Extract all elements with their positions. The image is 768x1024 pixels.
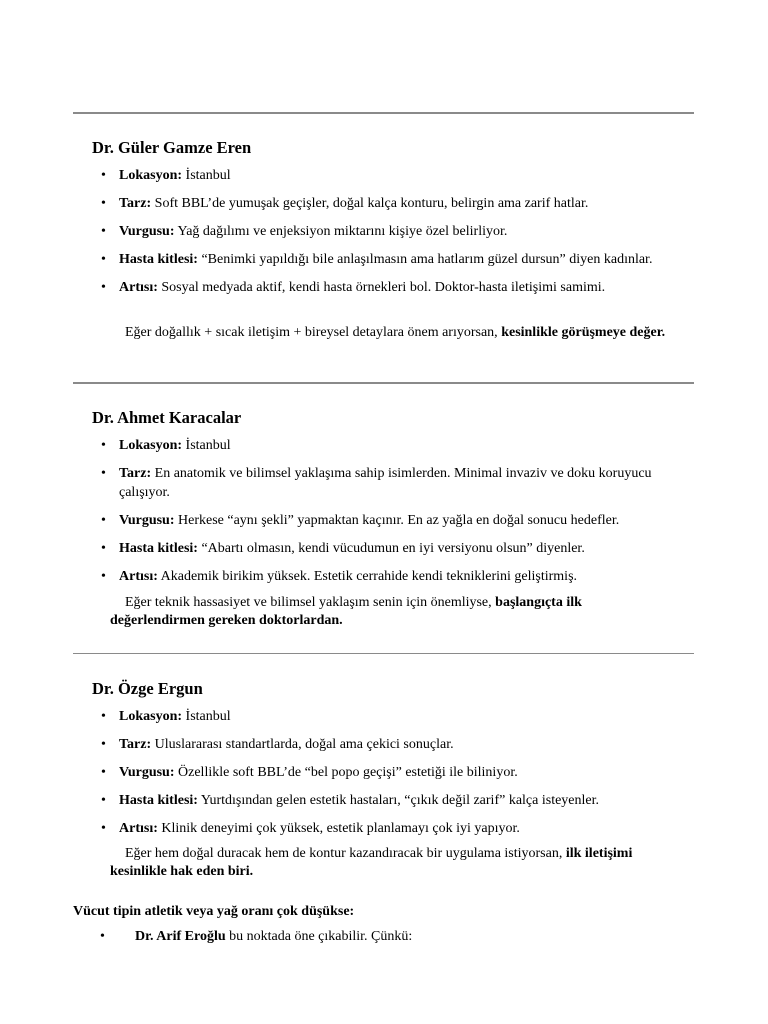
detail-text: “Abartı olmasın, kendi vücudumun en iyi versiyonu olsun” diyenler. bbox=[197, 541, 585, 556]
detail-label: Artısı: bbox=[119, 280, 158, 295]
bullet-icon: • bbox=[101, 252, 106, 267]
detail-label: Hasta kitlesi: bbox=[119, 541, 198, 556]
bullet-icon: • bbox=[101, 765, 106, 780]
list-item bbox=[0, 539, 659, 558]
recommendation-note bbox=[110, 324, 670, 342]
list-item bbox=[0, 707, 659, 726]
doctor-details-list bbox=[0, 436, 768, 595]
detail-label: Lokasyon: bbox=[119, 709, 183, 724]
horizontal-divider bbox=[73, 112, 694, 114]
detail-text: Özellikle soft BBL’de “bel popo geçişi” estetiği ile biliniyor. bbox=[174, 765, 518, 780]
bullet-icon: • bbox=[101, 466, 106, 481]
detail-label: Artısı: bbox=[119, 821, 158, 836]
horizontal-divider bbox=[73, 382, 694, 384]
doctor-details-list bbox=[0, 166, 768, 306]
detail-text: Herkese “aynı şekli” yapmaktan kaçınır. En az yağla en doğal sonucu hedefler. bbox=[174, 513, 620, 528]
note-emphasis: kesinlikle görüşmeye değer. bbox=[501, 325, 666, 340]
bullet-icon: • bbox=[101, 168, 106, 183]
detail-label: Tarz: bbox=[119, 737, 152, 752]
detail-text: bu noktada öne çıkabilir. Çünkü: bbox=[225, 929, 413, 944]
note-text: Eğer teknik hassasiyet ve bilimsel yaklaşım senin için önemliyse, bbox=[125, 595, 496, 610]
detail-label: Lokasyon: bbox=[119, 438, 183, 453]
list-item bbox=[0, 464, 659, 502]
bullet-icon: • bbox=[101, 569, 106, 584]
bullet-icon: • bbox=[101, 709, 106, 724]
recommendation-note bbox=[110, 845, 670, 881]
bullet-icon: • bbox=[101, 793, 106, 808]
note-text: Eğer doğallık + sıcak iletişim + bireysel detaylara önem arıyorsan, bbox=[125, 325, 502, 340]
bullet-icon: • bbox=[101, 737, 106, 752]
list-item bbox=[0, 511, 659, 530]
detail-text: İstanbul bbox=[182, 168, 231, 183]
last-bullet-text bbox=[135, 928, 412, 946]
list-item bbox=[0, 763, 659, 782]
detail-text: Akademik birikim yüksek. Estetik cerrahide kendi tekniklerini geliştirmiş. bbox=[157, 569, 578, 584]
note-text: Eğer hem doğal duracak hem de kontur kazandıracak bir uygulama istiyorsan, bbox=[125, 846, 566, 861]
recommendation-note bbox=[110, 594, 670, 630]
list-item bbox=[0, 735, 659, 754]
doctor-name: Dr. Arif Eroğlu bbox=[135, 929, 226, 944]
detail-text: En anatomik ve bilimsel yaklaşıma sahip isimlerden. Minimal invaziv ve doku koruyucu çalışıyor. bbox=[119, 466, 652, 500]
bullet-icon: • bbox=[100, 929, 105, 944]
detail-label: Artısı: bbox=[119, 569, 158, 584]
detail-text: Klinik deneyimi çok yüksek, estetik planlamayı çok iyi yapıyor. bbox=[157, 821, 520, 836]
doctor-name: Dr. Güler Gamze Eren bbox=[92, 138, 252, 157]
horizontal-divider bbox=[73, 653, 694, 654]
detail-label: Tarz: bbox=[119, 466, 152, 481]
note-emphasis: başlangıçta ilk değerlendirmen gereken doktorlardan. bbox=[110, 595, 582, 628]
detail-text: Yağ dağılımı ve enjeksiyon miktarını kişiye özel belirliyor. bbox=[174, 224, 508, 239]
list-item bbox=[0, 436, 659, 455]
doctor-details-list bbox=[0, 707, 768, 847]
detail-label: Tarz: bbox=[119, 196, 152, 211]
doctor-name: Dr. Özge Ergun bbox=[92, 679, 203, 698]
bullet-icon: • bbox=[101, 821, 106, 836]
detail-text: İstanbul bbox=[182, 709, 231, 724]
detail-text: Uluslararası standartlarda, doğal ama çekici sonuçlar. bbox=[151, 737, 454, 752]
detail-label: Vurgusu: bbox=[119, 513, 175, 528]
list-item bbox=[0, 791, 659, 810]
list-item bbox=[0, 567, 659, 586]
section-heading: Vücut tipin atletik veya yağ oranı çok düşükse: bbox=[73, 904, 355, 919]
detail-text: Sosyal medyada aktif, kendi hasta örnekleri bol. Doktor-hasta iletişimi samimi. bbox=[157, 280, 606, 295]
bullet-icon: • bbox=[101, 224, 106, 239]
detail-label: Lokasyon: bbox=[119, 168, 183, 183]
detail-label: Hasta kitlesi: bbox=[119, 252, 198, 267]
detail-label: Hasta kitlesi: bbox=[119, 793, 198, 808]
list-item bbox=[0, 194, 659, 213]
detail-label: Vurgusu: bbox=[119, 224, 175, 239]
list-item bbox=[0, 166, 659, 185]
bullet-icon: • bbox=[101, 513, 106, 528]
detail-text: İstanbul bbox=[182, 438, 231, 453]
detail-text: “Benimki yapıldığı bile anlaşılmasın ama hatlarım güzel dursun” diyen kadınlar. bbox=[197, 252, 653, 267]
doctor-name: Dr. Ahmet Karacalar bbox=[92, 408, 242, 427]
bullet-icon: • bbox=[101, 541, 106, 556]
bullet-icon: • bbox=[101, 438, 106, 453]
list-item bbox=[0, 222, 659, 241]
list-item bbox=[0, 278, 659, 297]
bullet-icon: • bbox=[101, 196, 106, 211]
note-emphasis: ilk iletişimi kesinlikle hak eden biri. bbox=[110, 846, 633, 879]
bullet-icon: • bbox=[101, 280, 106, 295]
detail-label: Vurgusu: bbox=[119, 765, 175, 780]
detail-text: Soft BBL’de yumuşak geçişler, doğal kalça konturu, belirgin ama zarif hatlar. bbox=[151, 196, 589, 211]
list-item bbox=[0, 819, 659, 838]
detail-text: Yurtdışından gelen estetik hastaları, “çıkık değil zarif” kalça isteyenler. bbox=[197, 793, 600, 808]
list-item bbox=[0, 250, 659, 269]
